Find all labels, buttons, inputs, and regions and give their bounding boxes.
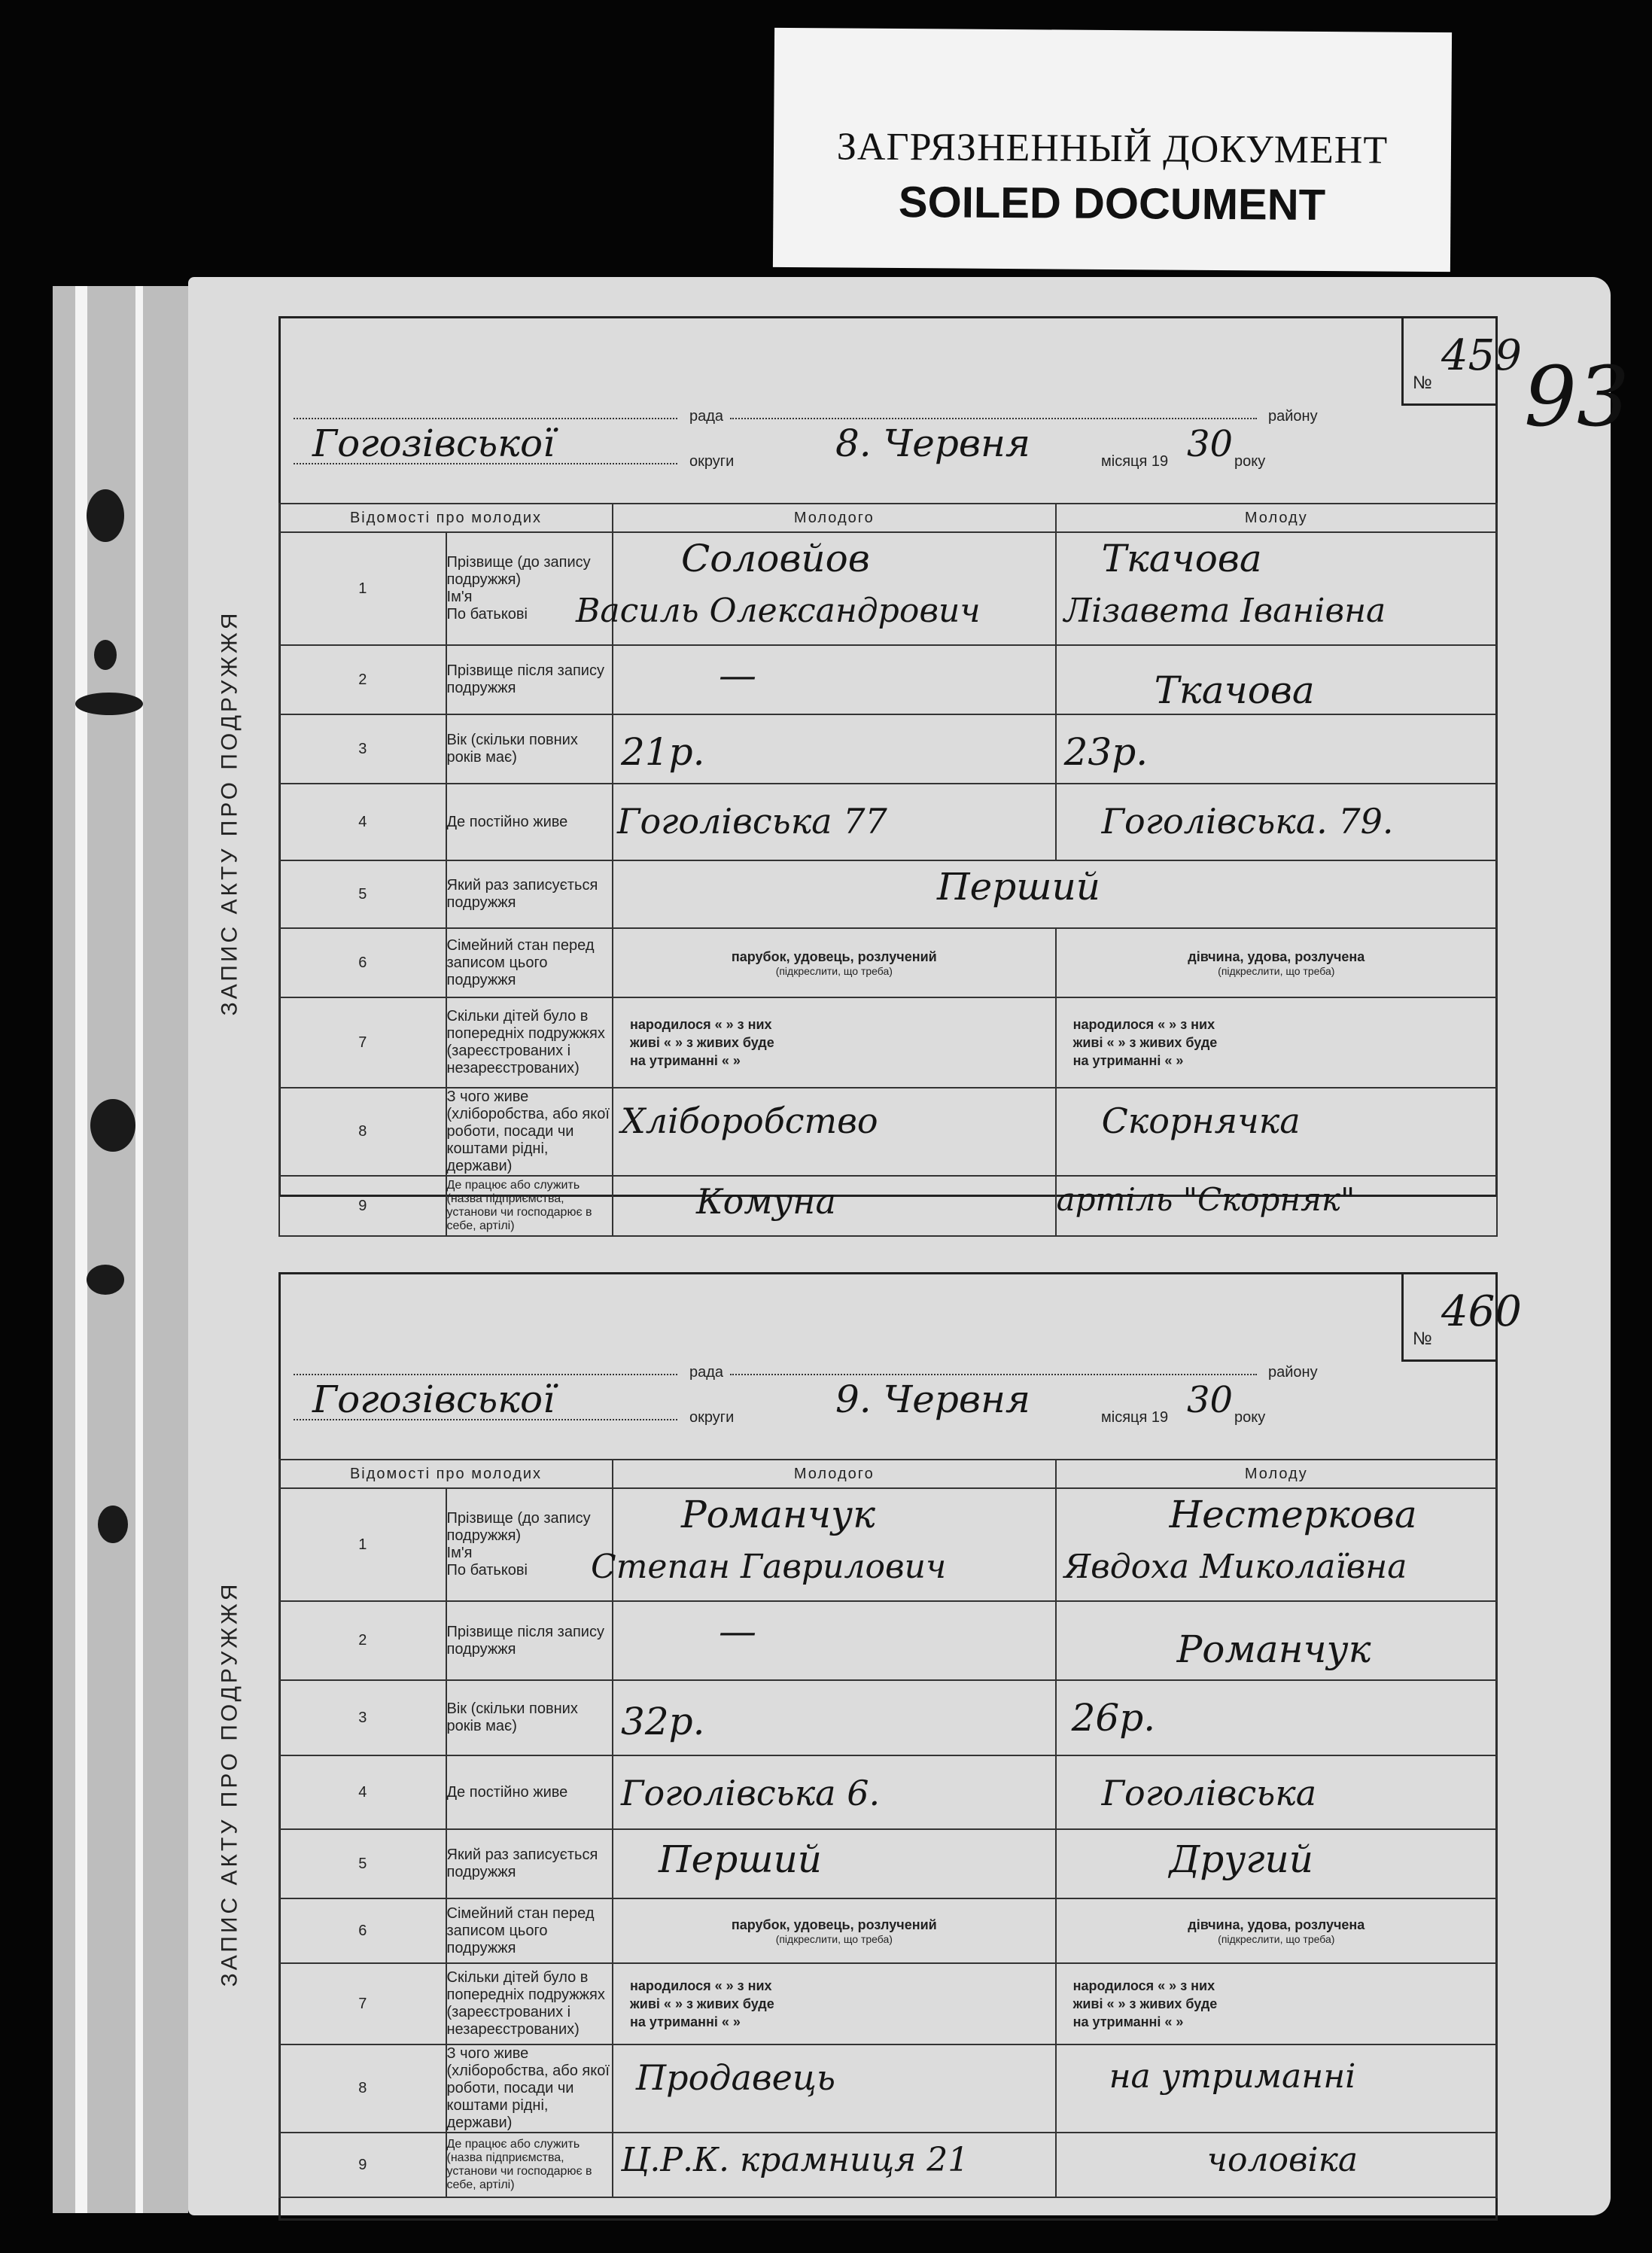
groom-workplace: Ц.Р.К. крамниця 21 bbox=[621, 2141, 969, 2179]
rada-name: Гогозівської bbox=[312, 1378, 555, 1421]
record-number: 459 bbox=[1441, 331, 1522, 380]
groom-occupation: Хліборобство bbox=[621, 1101, 878, 1141]
marriage-record-1 bbox=[217, 316, 1522, 1232]
groom-age: 32р. bbox=[621, 1700, 705, 1743]
bride-surname: Нестеркова bbox=[1169, 1493, 1417, 1536]
record-header: № 459 рада району Гогозівської округи 8. Червня місяця 19 30 року bbox=[278, 316, 1498, 464]
bride-address: Гоголівська. 79. bbox=[1101, 801, 1394, 842]
bride-name: Явдоха Миколаївна bbox=[1063, 1548, 1407, 1586]
side-title: ЗАПИС АКТУ ПРО ПОДРУЖЖЯ bbox=[217, 1581, 242, 1987]
margin-page-number: 93 bbox=[1524, 349, 1629, 445]
groom-surname: Романчук bbox=[681, 1493, 875, 1536]
bride-name: Лізавета Іванівна bbox=[1063, 592, 1386, 630]
groom-occupation: Продавець bbox=[636, 2057, 836, 2098]
bride-after-surname: Романчук bbox=[1176, 1627, 1371, 1671]
bride-occupation: Скорнячка bbox=[1101, 1101, 1301, 1141]
stamp-russian-text: ЗАГРЯЗНЕННЫЙ ДОКУМЕНТ bbox=[836, 125, 1389, 172]
bride-marriage-count: Другий bbox=[1169, 1837, 1313, 1881]
groom-after-surname: — bbox=[719, 653, 757, 697]
record-year: 30 bbox=[1187, 1379, 1234, 1421]
bride-workplace: артіль "Скорняк" bbox=[1056, 1181, 1355, 1218]
bride-age: 26р. bbox=[1071, 1696, 1156, 1740]
bride-after-surname: Ткачова bbox=[1154, 668, 1315, 712]
record-number-box: № 459 bbox=[1401, 316, 1498, 406]
stamp-english-text: SOILED DOCUMENT bbox=[898, 178, 1326, 230]
groom-age: 21р. bbox=[621, 730, 705, 774]
record-table: Відомості про молодих Молодого Молоду 1 Прізвище (до запису подружжя) Ім'я По батькові Соловйов Василь Олександрович Ткачова Лізавета Іванівна 2 Прізвище після запису подружжя — Ткачова 3 Вік (скільки повних років має) 21р. 23р. 4 Де постійно живе Гоголівська 77 Гоголівська. 79. 5 Який раз записується подружжя Перший 6 Сімейний стан перед записом цього подружжя парубок, удовець, розлучений (підкреслити, що треба) дівчина, удова, розлучена (підкреслити, що треба) 7 Скільки дітей було в попередніх подружжях (зареєстрованих і незареєстрованих) народилося « » з них живі « » з живих буде на утриманні « » народилося « » з них живі « » з живих буде на утриманні « » 8 З чого живе (хліборобства, або якої роботи, посади чи коштами рідні, держави) Хліборобство Скорнячка 9 Де працює або служить (назва підприємства, установи чи господарює в себе, артілі) Комуна артіль "Скорняк" bbox=[278, 503, 1498, 1237]
record-number: 460 bbox=[1441, 1287, 1522, 1336]
groom-workplace: Комуна bbox=[696, 1181, 836, 1222]
groom-name: Василь Олександрович bbox=[576, 592, 981, 630]
bride-age: 23р. bbox=[1063, 730, 1148, 774]
book-binding bbox=[53, 286, 188, 2213]
groom-address: Гоголівська 77 bbox=[617, 801, 887, 842]
groom-name: Степан Гаврилович bbox=[591, 1548, 947, 1586]
groom-after-surname: — bbox=[719, 1609, 757, 1653]
record-number-box: № 460 bbox=[1401, 1272, 1498, 1362]
record-year: 30 bbox=[1187, 423, 1234, 465]
soiled-document-stamp bbox=[773, 28, 1452, 272]
bride-surname: Ткачова bbox=[1101, 537, 1262, 580]
record-header: № 460 рада району Гогозівської округи 9. Червня місяця 19 30 року bbox=[278, 1272, 1498, 1420]
bride-workplace: чоловіка bbox=[1206, 2141, 1358, 2179]
record-date: 8. Червня bbox=[835, 422, 1030, 465]
bride-occupation: на утриманні bbox=[1109, 2057, 1356, 2096]
marriage-record-2 bbox=[217, 1272, 1522, 2221]
record-date: 9. Червня bbox=[835, 1378, 1030, 1421]
register-page bbox=[188, 277, 1629, 2215]
record-table: Відомості про молодих Молодого Молоду 1 Прізвище (до запису подружжя) Ім'я По батькові Романчук Степан Гаврилович Нестеркова Явдоха Миколаївна 2 Прізвище після запису подружжя — Романчук 3 Вік (скільки повних років має) 32р. 26р. 4 Де постійно живе Гоголівська 6. Гоголівська 5 Який раз записується подружжя Перший Другий 6 Сімейний стан перед записом цього подружжя парубок, удовець, розлучений (підкреслити, що треба) дівчина, удова, розлучена (підкреслити, що треба) 7 Скільки дітей було в попередніх подружжях (зареєстрованих і незареєстрованих) народилося « » з них живі « » з живих буде на утриманні « » народилося « » з них живі « » з живих буде на утриманні « » 8 З чого живе (хліборобства, або якої роботи, посади чи коштами рідні, держави) Продавець на утриманні 9 Де працює або служить (назва підприємства, установи чи господарює в себе, артілі) Ц.Р.К. крамниця 21 чоловіка bbox=[278, 1459, 1498, 2198]
marriage-count: Перший bbox=[937, 865, 1100, 909]
side-title: ЗАПИС АКТУ ПРО ПОДРУЖЖЯ bbox=[217, 610, 242, 1016]
groom-surname: Соловйов bbox=[681, 537, 870, 580]
groom-marriage-count: Перший bbox=[659, 1837, 822, 1881]
bride-address: Гоголівська bbox=[1101, 1773, 1317, 1813]
rada-name: Гогозівської bbox=[312, 422, 555, 465]
groom-address: Гоголівська 6. bbox=[621, 1773, 881, 1813]
